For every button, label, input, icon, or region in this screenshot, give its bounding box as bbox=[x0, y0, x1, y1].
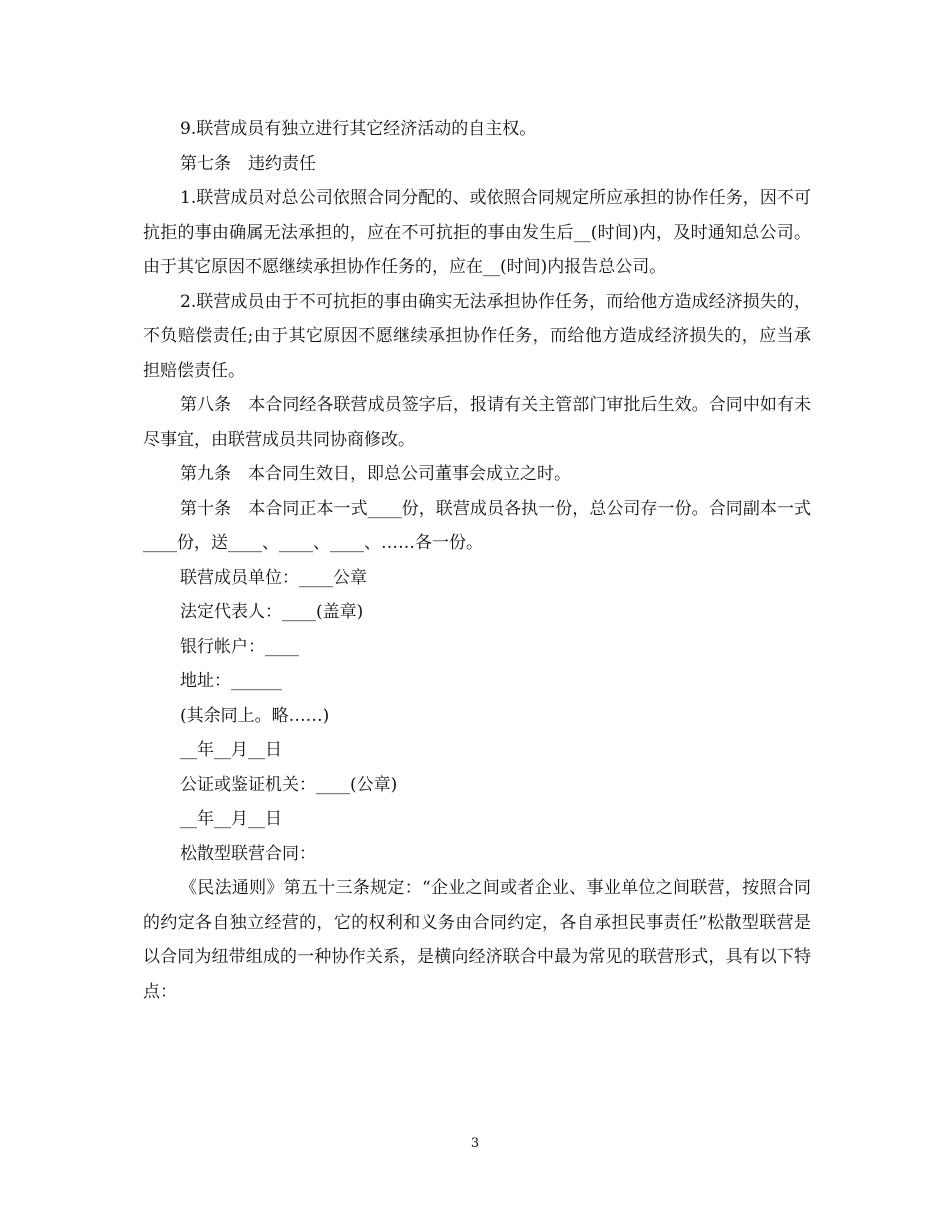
date-line-1: __年__月__日 bbox=[180, 740, 282, 760]
field-notary-authority: 公证或鉴证机关：____(公章) bbox=[180, 774, 398, 795]
paragraph-article-9: 第九条 本合同生效日，即总公司董事会成立之时。 bbox=[180, 464, 571, 484]
field-legal-representative: 法定代表人：____(盖章) bbox=[180, 602, 364, 622]
paragraph-article-10: 第十条 本合同正本一式____份，联营成员各执一份，总公司存一份。合同副本一式____份，送____、____、____、……各一份。 bbox=[143, 498, 811, 553]
paragraph-clause-9: 9.联营成员有独立进行其它经济活动的自主权。 bbox=[180, 119, 537, 139]
field-member-unit: 联营成员单位：____公章 bbox=[180, 567, 367, 588]
field-bank-account: 银行帐户：____ bbox=[180, 636, 299, 657]
document-body bbox=[143, 112, 811, 1009]
paragraph-liability-1: 1.联营成员对总公司依照合同分配的、或依照合同规定所应承担的协作任务，因不可抗拒的事由确属无法承担的，应在不可抗拒的事由发生后__(时间)内，及时通知总公司。由于其它原因不愿继续承担协作任务的，应在__(时间)内报告总公司。 bbox=[143, 188, 811, 277]
heading-loose-joint-venture: 松散型联营合同： bbox=[180, 843, 316, 864]
date-line-2: __年__月__日 bbox=[180, 809, 282, 829]
paragraph-liability-2: 2.联营成员由于不可抗拒的事由确实无法承担协作任务，而给他方造成经济损失的，不负赔偿责任;由于其它原因不愿继续承担协作任务，而给他方造成经济损失的，应当承担赔偿责任。 bbox=[143, 291, 811, 381]
field-address: 地址：______ bbox=[180, 671, 282, 691]
heading-article-7: 第七条 违约责任 bbox=[180, 153, 316, 174]
paragraph-article-8: 第八条 本合同经各联营成员签字后，报请有关主管部门审批后生效。合同中如有未尽事宜，由联营成员共同协商修改。 bbox=[143, 395, 811, 450]
paragraph-civil-law: 《民法通则》第五十三条规定：“企业之间或者企业、事业单位之间联营，按照合同的约定各自独立经营的，它的权利和义务由合同约定，各自承担民事责任”松散型联营是以合同为纽带组成的一种协作关系，是横向经济联合中最为常见的联营形式，具有以下特点： bbox=[143, 878, 811, 1002]
note-others-omitted: (其余同上。略……) bbox=[180, 705, 330, 726]
page-number: 3 bbox=[470, 1136, 480, 1151]
